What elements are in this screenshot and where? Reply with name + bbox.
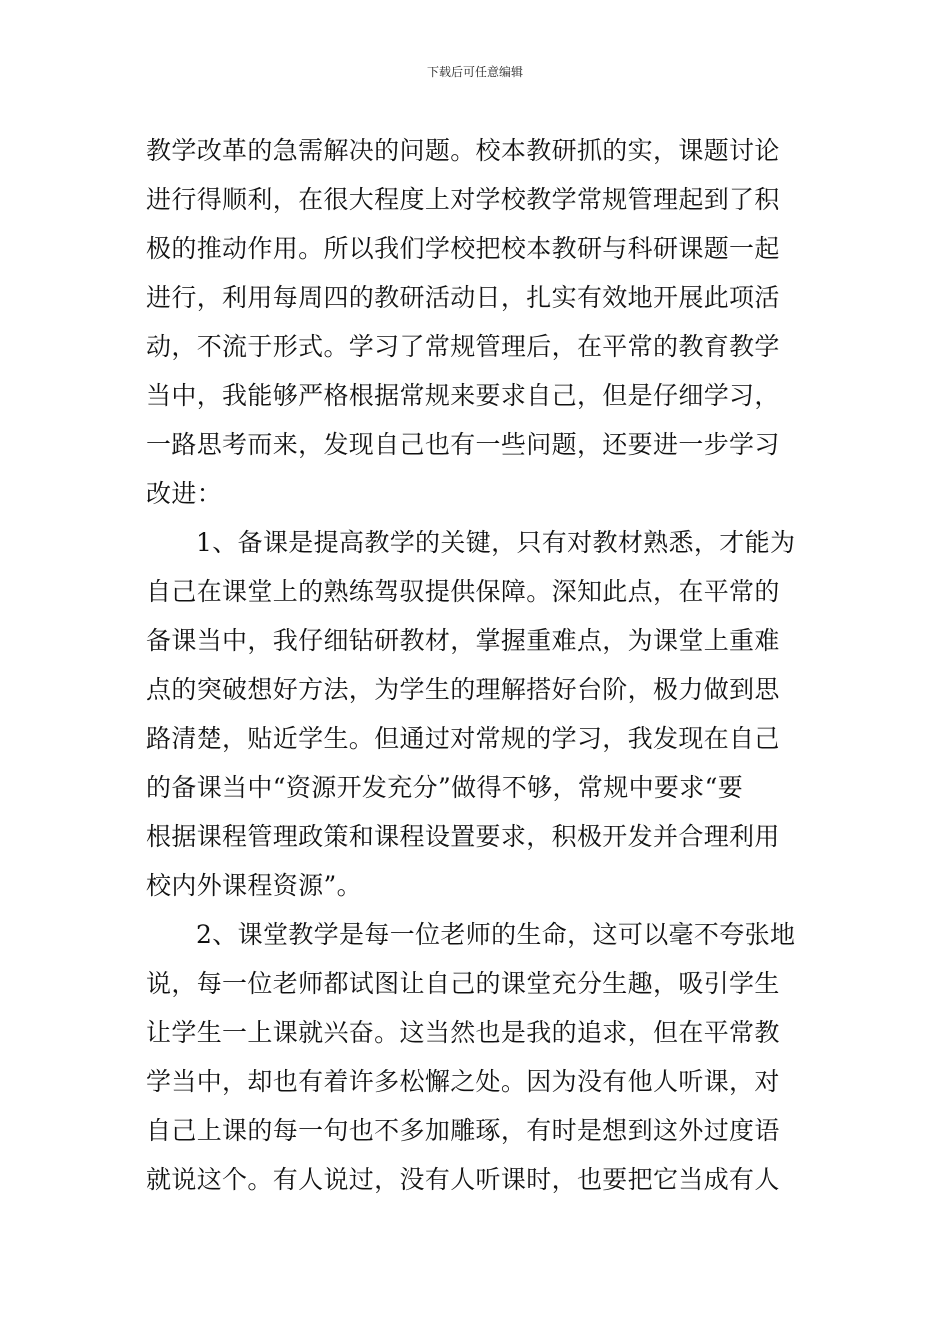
text-line: 让学生一上课就兴奋。这当然也是我的追求，但在平常教	[146, 1018, 780, 1047]
text-line: 的备课当中“资源开发充分”做得不够，常规中要求“要	[146, 773, 744, 802]
paragraph-2	[146, 518, 811, 910]
text-line: 根据课程管理政策和课程设置要求，积极开发并合理利用	[146, 822, 780, 851]
document-body	[146, 126, 811, 1204]
text-line: 就说这个。有人说过，没有人听课时，也要把它当成有人	[146, 1165, 780, 1194]
text-line: 进行得顺利，在很大程度上对学校教学常规管理起到了积	[146, 185, 780, 214]
text-line: 进行，利用每周四的教研活动日，扎实有效地开展此项活	[146, 283, 780, 312]
text-line: 点的突破想好方法，为学生的理解搭好台阶，极力做到思	[146, 675, 780, 704]
text-line: 教学改革的急需解决的问题。校本教研抓的实，课题讨论	[146, 136, 780, 165]
paragraph-1	[146, 126, 811, 518]
text-line: 一路思考而来，发现自己也有一些问题，还要进一步学习	[146, 430, 780, 459]
text-line: 自己上课的每一句也不多加雕琢，有时是想到这外过度语	[146, 1116, 780, 1145]
text-line: 动，不流于形式。学习了常规管理后，在平常的教育教学	[146, 332, 780, 361]
text-line: 校内外课程资源”。	[146, 871, 362, 900]
text-line: 路清楚，贴近学生。但通过对常规的学习，我发现在自己	[146, 724, 780, 753]
text-line-first: 2、课堂教学是每一位老师的生命，这可以毫不夸张地	[196, 920, 796, 949]
text-line: 当中，我能够严格根据常规来要求自己，但是仔细学习，	[146, 381, 780, 410]
text-line: 学当中，却也有着许多松懈之处。因为没有他人听课，对	[146, 1067, 780, 1096]
text-line-first: 1、备课是提高教学的关键，只有对教材熟悉，才能为	[196, 528, 796, 557]
text-line: 说，每一位老师都试图让自己的课堂充分生趣，吸引学生	[146, 969, 780, 998]
page-header-note: 下载后可任意编辑	[426, 65, 523, 79]
text-line: 备课当中，我仔细钻研教材，掌握重难点，为课堂上重难	[146, 626, 780, 655]
text-line: 改进：	[146, 479, 223, 508]
text-line: 自己在课堂上的熟练驾驭提供保障。深知此点，在平常的	[146, 577, 780, 606]
text-line: 极的推动作用。所以我们学校把校本教研与科研课题一起	[146, 234, 780, 263]
paragraph-3	[146, 910, 811, 1204]
